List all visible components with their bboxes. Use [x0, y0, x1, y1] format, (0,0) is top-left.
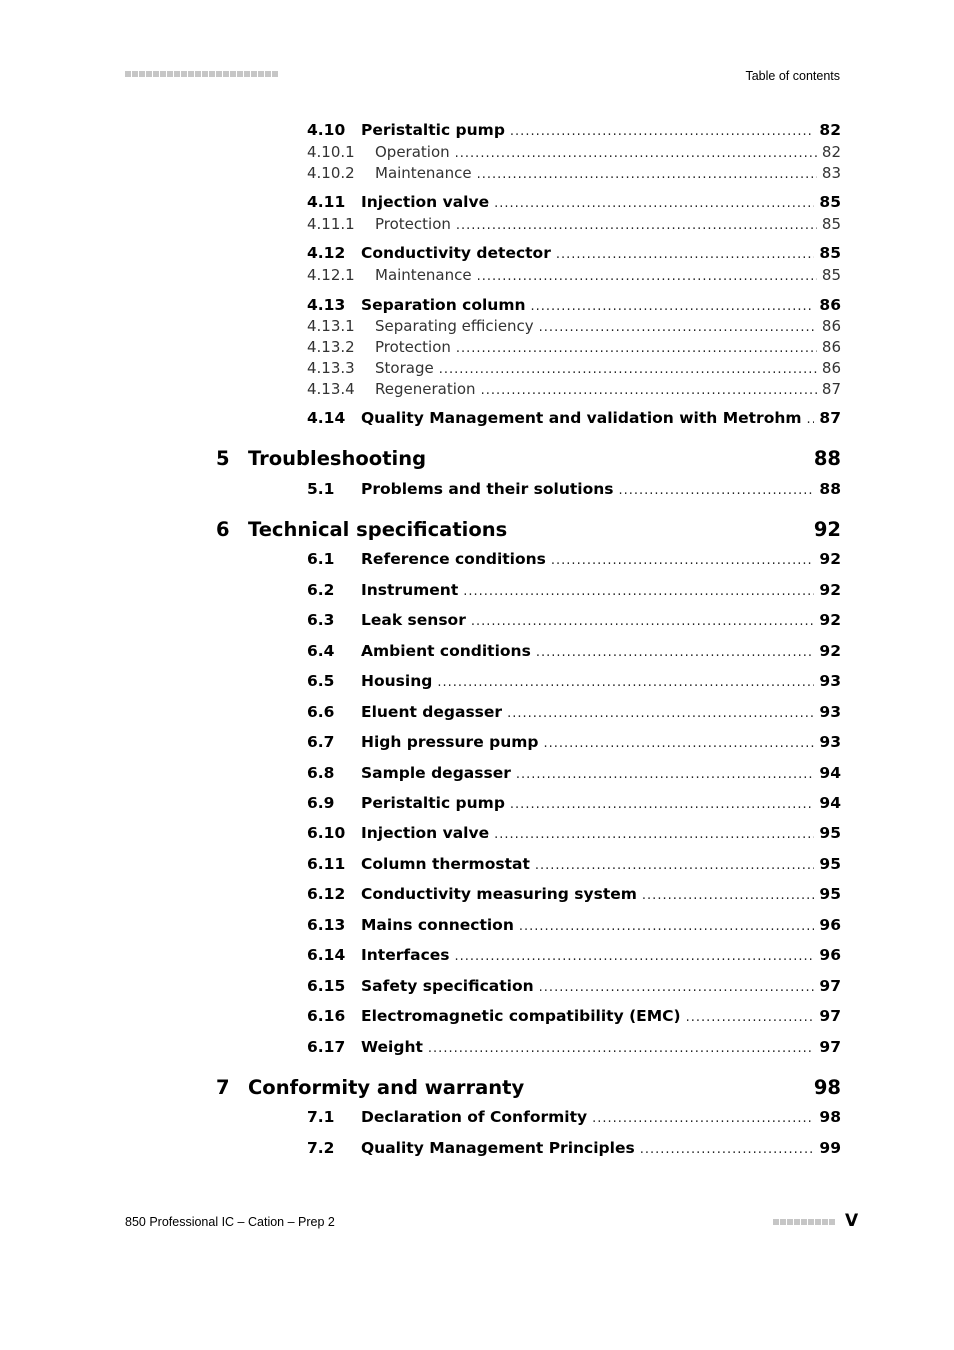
- toc-entry-page: 98: [813, 1076, 841, 1099]
- toc-leader-dots: [455, 146, 817, 161]
- toc-entry-page: 98: [819, 1108, 841, 1126]
- toc-chapter-entry[interactable]: [216, 1076, 841, 1099]
- toc-section-entry[interactable]: [307, 703, 841, 721]
- toc-section-entry[interactable]: [307, 1108, 841, 1126]
- toc-entry-title: Maintenance: [375, 164, 472, 182]
- toc-section-entry[interactable]: [307, 409, 841, 427]
- toc-entry-title: Protection: [375, 215, 451, 233]
- toc-leader-dots: [592, 1111, 814, 1126]
- toc-entry-page: 86: [821, 359, 841, 377]
- toc-entry-title: Ambient conditions: [361, 642, 531, 660]
- toc-entry-title: High pressure pump: [361, 733, 539, 751]
- toc-entry-page: 86: [819, 296, 841, 314]
- toc-entry-page: 82: [821, 143, 841, 161]
- toc-entry-title: Conformity and warranty: [248, 1076, 525, 1099]
- toc-leader-dots: [535, 858, 815, 873]
- toc-subsection-entry[interactable]: [307, 164, 841, 182]
- toc-entry-title: Electromagnetic compatibility (EMC): [361, 1007, 681, 1025]
- toc-section-entry[interactable]: [307, 480, 841, 498]
- toc-entry-title: Eluent degasser: [361, 703, 503, 721]
- toc-section-entry[interactable]: [307, 611, 841, 629]
- toc-entry-title: Weight: [361, 1038, 423, 1056]
- toc-section-entry[interactable]: [307, 916, 841, 934]
- header-decoration: [125, 71, 278, 77]
- toc-entry-title: Interfaces: [361, 946, 450, 964]
- toc-entry-title: Problems and their solutions: [361, 480, 614, 498]
- toc-section-entry[interactable]: [307, 946, 841, 964]
- toc-entry-title: Operation: [375, 143, 450, 161]
- toc-entry-number: 6: [216, 518, 230, 541]
- toc-entry-title: Leak sensor: [361, 611, 466, 629]
- toc-leader-dots: [510, 797, 815, 812]
- toc-entry-page: 85: [821, 215, 841, 233]
- toc-leader-dots: [463, 584, 814, 599]
- toc-entry-number: 6.7: [307, 733, 335, 751]
- toc-entry-number: 4.10.1: [307, 143, 355, 161]
- toc-section-entry[interactable]: [307, 1038, 841, 1056]
- toc-leader-dots: [481, 383, 817, 398]
- toc-entry-number: 6.8: [307, 764, 335, 782]
- toc-entry-title: Regeneration: [375, 380, 476, 398]
- toc-entry-page: 94: [819, 764, 841, 782]
- toc-entry-number: 4.12.1: [307, 266, 355, 284]
- toc-leader-dots: [556, 247, 815, 262]
- toc-section-entry[interactable]: [307, 121, 841, 139]
- toc-section-entry[interactable]: [307, 244, 841, 262]
- toc-entry-title: Protection: [375, 338, 451, 356]
- toc-section-entry[interactable]: [307, 885, 841, 903]
- toc-section-entry[interactable]: [307, 733, 841, 751]
- toc-entry-title: Troubleshooting: [248, 447, 427, 470]
- toc-entry-number: 6.5: [307, 672, 335, 690]
- toc-entry-title: Instrument: [361, 581, 459, 599]
- toc-entry-number: 5: [216, 447, 230, 470]
- toc-entry-number: 6.3: [307, 611, 335, 629]
- toc-entry-page: 96: [819, 946, 841, 964]
- toc-entry-title: Safety specification: [361, 977, 534, 995]
- toc-leader-dots: [494, 196, 814, 211]
- toc-subsection-entry[interactable]: [307, 380, 841, 398]
- toc-entry-title: Peristaltic pump: [361, 121, 505, 139]
- toc-section-entry[interactable]: [307, 296, 841, 314]
- toc-entry-page: 94: [819, 794, 841, 812]
- toc-entry-page: 97: [819, 1038, 841, 1056]
- toc-entry-number: 6.13: [307, 916, 346, 934]
- toc-entry-page: 85: [819, 244, 841, 262]
- toc-entry-number: 4.13.3: [307, 359, 355, 377]
- toc-entry-page: 88: [819, 480, 841, 498]
- toc-entry-number: 6.14: [307, 946, 346, 964]
- toc-entry-number: 6.16: [307, 1007, 346, 1025]
- toc-subsection-entry[interactable]: [307, 317, 841, 335]
- toc-entry-page: 97: [819, 977, 841, 995]
- toc-entry-number: 4.11: [307, 193, 346, 211]
- toc-entry-title: Sample degasser: [361, 764, 511, 782]
- toc-leader-dots: [456, 341, 817, 356]
- toc-entry-number: 5.1: [307, 480, 335, 498]
- toc-leader-dots: [619, 483, 815, 498]
- footer-product-name: 850 Professional IC – Cation – Prep 2: [125, 1215, 335, 1229]
- toc-leader-dots: [551, 553, 815, 568]
- running-header: Table of contents: [745, 69, 840, 83]
- toc-entry-title: Peristaltic pump: [361, 794, 505, 812]
- toc-entry-number: 4.13.1: [307, 317, 355, 335]
- toc-entry-title: Declaration of Conformity: [361, 1108, 588, 1126]
- toc-entry-page: 83: [821, 164, 841, 182]
- toc-section-entry[interactable]: [307, 1007, 841, 1025]
- page-number: V: [845, 1211, 859, 1231]
- toc-leader-dots: [539, 320, 817, 335]
- toc-leader-dots: [510, 124, 815, 139]
- toc-section-entry[interactable]: [307, 193, 841, 211]
- toc-entry-page: 87: [821, 380, 841, 398]
- toc-chapter-entry[interactable]: [216, 447, 841, 470]
- toc-entry-page: 93: [819, 703, 841, 721]
- toc-entry-title: Mains connection: [361, 916, 514, 934]
- toc-entry-number: 6.1: [307, 550, 335, 568]
- toc-section-entry[interactable]: [307, 824, 841, 842]
- toc-entry-number: 6.11: [307, 855, 346, 873]
- toc-entry-number: 4.11.1: [307, 215, 355, 233]
- toc-entry-number: 6.9: [307, 794, 335, 812]
- toc-leader-dots: [455, 949, 815, 964]
- toc-entry-title: Technical specifications: [248, 518, 508, 541]
- toc-entry-number: 6.17: [307, 1038, 346, 1056]
- toc-leader-dots: [807, 412, 815, 427]
- toc-entry-page: 93: [819, 672, 841, 690]
- toc-entry-number: 6.4: [307, 642, 335, 660]
- toc-leader-dots: [640, 1142, 815, 1157]
- toc-leader-dots: [437, 675, 814, 690]
- toc-entry-title: Quality Management and validation with Metrohm: [361, 409, 802, 427]
- toc-entry-number: 6.2: [307, 581, 335, 599]
- toc-subsection-entry[interactable]: [307, 359, 841, 377]
- toc-entry-number: 6.15: [307, 977, 346, 995]
- toc-entry-page: 82: [819, 121, 841, 139]
- toc-entry-page: 86: [821, 317, 841, 335]
- toc-entry-title: Conductivity measuring system: [361, 885, 637, 903]
- toc-entry-title: Column thermostat: [361, 855, 530, 873]
- toc-entry-number: 4.13.2: [307, 338, 355, 356]
- toc-entry-number: 6.6: [307, 703, 335, 721]
- toc-section-entry[interactable]: [307, 855, 841, 873]
- toc-entry-page: 96: [819, 916, 841, 934]
- toc-subsection-entry[interactable]: [307, 266, 841, 284]
- toc-entry-page: 99: [819, 1139, 841, 1157]
- toc-section-entry[interactable]: [307, 642, 841, 660]
- toc-entry-number: 4.13: [307, 296, 346, 314]
- toc-entry-page: 88: [813, 447, 841, 470]
- toc-leader-dots: [539, 980, 815, 995]
- toc-entry-page: 85: [821, 266, 841, 284]
- toc-entry-number: 7.2: [307, 1139, 335, 1157]
- toc-entry-page: 92: [819, 581, 841, 599]
- toc-entry-number: 6.10: [307, 824, 346, 842]
- toc-leader-dots: [456, 218, 817, 233]
- toc-entry-title: Quality Management Principles: [361, 1139, 635, 1157]
- toc-leader-dots: [543, 736, 814, 751]
- toc-entry-number: 4.12: [307, 244, 346, 262]
- toc-entry-number: 4.10.2: [307, 164, 355, 182]
- toc-entry-page: 93: [819, 733, 841, 751]
- toc-entry-title: Separating efficiency: [375, 317, 534, 335]
- toc-entry-page: 97: [819, 1007, 841, 1025]
- toc-leader-dots: [531, 299, 815, 314]
- footer-decoration: [773, 1219, 835, 1225]
- toc-subsection-entry[interactable]: [307, 338, 841, 356]
- toc-section-entry[interactable]: [307, 672, 841, 690]
- toc-section-entry[interactable]: [307, 977, 841, 995]
- toc-leader-dots: [516, 767, 815, 782]
- toc-entry-page: 85: [819, 193, 841, 211]
- toc-entry-page: 92: [819, 550, 841, 568]
- toc-entry-number: 4.14: [307, 409, 346, 427]
- toc-entry-number: 7.1: [307, 1108, 335, 1126]
- toc-entry-number: 4.13.4: [307, 380, 355, 398]
- toc-entry-title: Injection valve: [361, 824, 490, 842]
- toc-entry-number: 4.10: [307, 121, 346, 139]
- toc-entry-title: Injection valve: [361, 193, 490, 211]
- toc-entry-title: Maintenance: [375, 266, 472, 284]
- toc-leader-dots: [439, 362, 817, 377]
- toc-leader-dots: [494, 827, 814, 842]
- toc-entry-title: Conductivity detector: [361, 244, 551, 262]
- toc-chapter-entry[interactable]: [216, 518, 841, 541]
- toc-leader-dots: [686, 1010, 815, 1025]
- toc-subsection-entry[interactable]: [307, 143, 841, 161]
- toc-entry-page: 95: [819, 855, 841, 873]
- toc-section-entry[interactable]: [307, 1139, 841, 1157]
- toc-section-entry[interactable]: [307, 764, 841, 782]
- toc-entry-page: 86: [821, 338, 841, 356]
- toc-entry-title: Housing: [361, 672, 433, 690]
- toc-section-entry[interactable]: [307, 794, 841, 812]
- toc-leader-dots: [428, 1041, 815, 1056]
- toc-section-entry[interactable]: [307, 581, 841, 599]
- toc-entry-page: 92: [813, 518, 841, 541]
- toc-subsection-entry[interactable]: [307, 215, 841, 233]
- toc-section-entry[interactable]: [307, 550, 841, 568]
- toc-leader-dots: [471, 614, 815, 629]
- toc-entry-page: 92: [819, 642, 841, 660]
- toc-entry-title: Storage: [375, 359, 434, 377]
- toc-entry-number: 6.12: [307, 885, 346, 903]
- toc-entry-title: Reference conditions: [361, 550, 546, 568]
- toc-entry-page: 95: [819, 824, 841, 842]
- toc-entry-title: Separation column: [361, 296, 526, 314]
- toc-leader-dots: [507, 706, 814, 721]
- toc-entry-number: 7: [216, 1076, 230, 1099]
- toc-leader-dots: [477, 269, 817, 284]
- toc-entry-page: 92: [819, 611, 841, 629]
- toc-leader-dots: [642, 888, 815, 903]
- toc-leader-dots: [477, 167, 817, 182]
- toc-leader-dots: [519, 919, 815, 934]
- toc-entry-page: 87: [819, 409, 841, 427]
- toc-entry-page: 95: [819, 885, 841, 903]
- toc-leader-dots: [536, 645, 815, 660]
